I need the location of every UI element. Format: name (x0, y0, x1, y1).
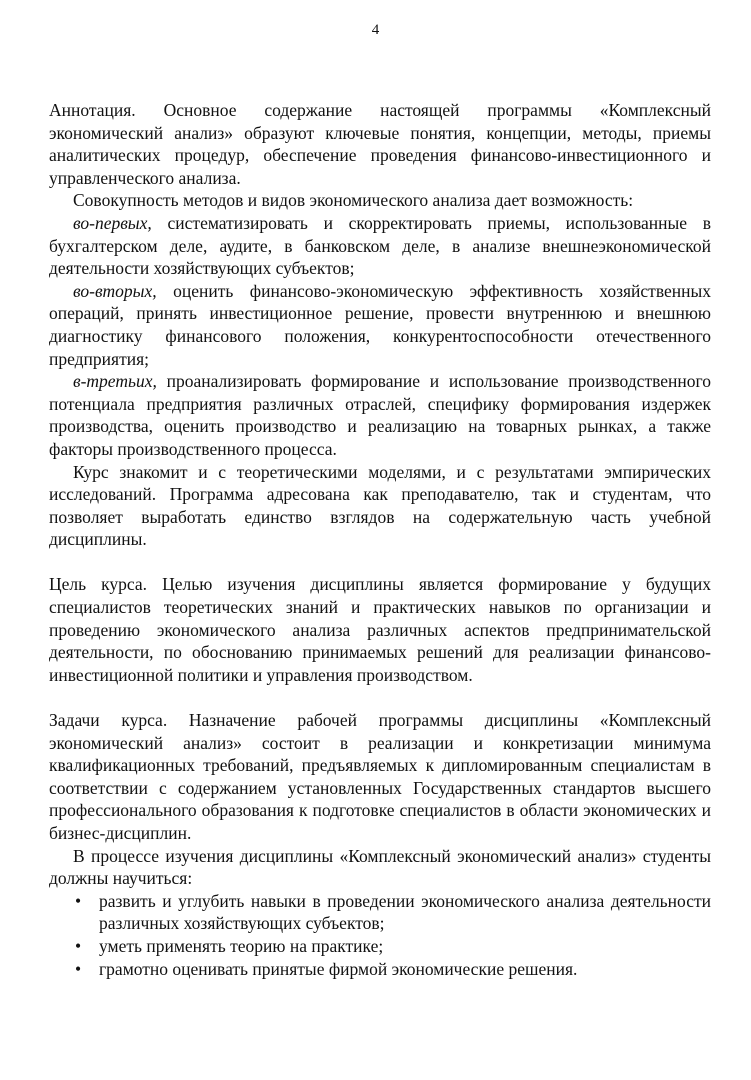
annotation-item-third (49, 370, 711, 460)
bullet-icon: • (75, 890, 82, 911)
item-lead-first: во-первых, (73, 212, 152, 233)
bullet-icon: • (75, 958, 82, 979)
skills-list (49, 890, 711, 980)
page-body (49, 99, 711, 980)
tasks-paragraph: Задачи курса. Назначение рабочей программы дисциплины «Комплексный экономический анализ» состоит в реализации и конкретизации минимума квалификационных требований, предъявляемых к дипломированным специалистам в соответствии с содержанием установленных Государственных стандартов высшего профессионального образования к подготовке специалистов в области экономических и бизнес-дисциплин. (49, 710, 711, 843)
annotation-item-first (49, 212, 711, 280)
list-item-text: грамотно оценивать принятые фирмой экономические решения. (99, 958, 578, 979)
item-text-first: систематизировать и скорректировать приемы, использованные в бухгалтерском деле, аудите, в банковском деле, в анализе внешнеэкономической деятельности хозяйствующих субъектов; (49, 212, 711, 279)
tasks-intro: В процессе изучения дисциплины «Комплексный экономический анализ» студенты должны научиться: (49, 845, 711, 889)
item-text-third: проанализировать формирование и использование производственного потенциала предприятия различных отраслей, специфику формирования издержек производства, оценить производство и реализацию на товарных рынках, а также факторы производственного процесса. (49, 371, 711, 459)
item-text-second: оценить финансово-экономическую эффективность хозяйственных операций, принять инвестиционное решение, провести внутреннюю и внешнюю диагностику финансового положения, конкурентоспособности отечественного предприятия; (49, 280, 711, 369)
bullet-icon: • (75, 935, 82, 956)
list-item (49, 958, 711, 981)
item-lead-third: в-третьих, (73, 371, 157, 392)
list-item-text: уметь применять теорию на практике; (99, 935, 384, 956)
section-spacer (49, 551, 711, 574)
annotation-item-second (49, 280, 711, 370)
annotation-course-paragraph: Курс знакомит и с теоретическими моделями, и с результатами эмпирических исследований. Программа адресована как преподавателю, так и студентам, что позволяет выработать единство взглядов на содержательную часть учебной дисциплины. (49, 461, 711, 550)
goal-paragraph: Цель курса. Целью изучения дисциплины является формирование у будущих специалистов теоретических знаний и практических навыков по организации и проведению экономического анализа различных аспектов предпринимательской деятельности, по обоснованию принимаемых решений для реализации финансово-инвестиционной политики и управления производством. (49, 574, 711, 685)
annotation-methods-intro: Совокупность методов и видов экономического анализа дает возможность: (73, 190, 634, 211)
list-item (49, 935, 711, 958)
annotation-paragraph: Аннотация. Основное содержание настоящей программы «Комплексный экономический анализ» образуют ключевые понятия, концепции, методы, приемы аналитических процедур, обеспечение проведения финансово-инвестиционного и управленческого анализа. (49, 100, 711, 188)
item-lead-second: во-вторых, (73, 280, 157, 301)
section-spacer (49, 686, 711, 709)
list-item-text: развить и углубить навыки в проведении экономического анализа деятельности различных хозяйствующих субъектов; (99, 890, 711, 934)
page-number: 4 (371, 22, 380, 38)
list-item (49, 890, 711, 935)
